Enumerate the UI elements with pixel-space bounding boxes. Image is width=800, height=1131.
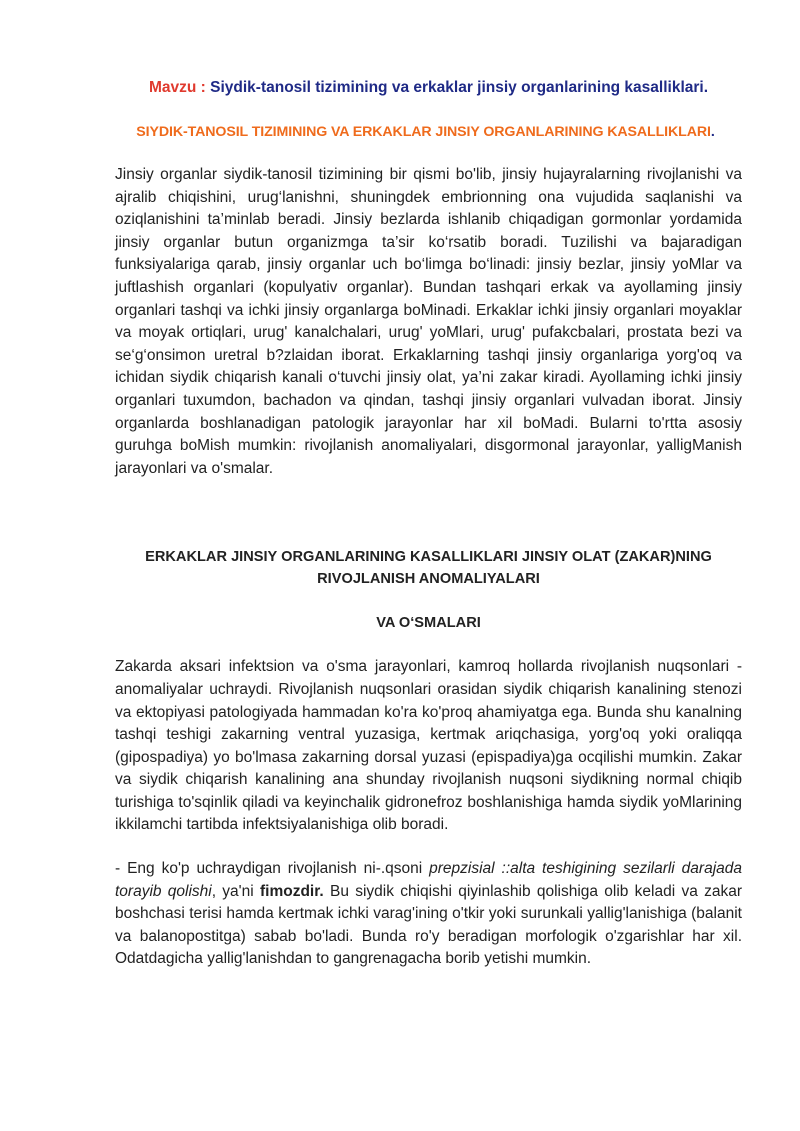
phimosis-text-end: Bu siydik chiqishi qiyinlashib qolishiga olib keladi va zakar boshchasi terisi hamda kertmak ichki varag'ining o'tkir yoki surunkali yallig'lanishiga (balanit va balanopostitga) sabab bo'ladi. Bunda ro'y beradigan morfologik o'zgarishlar har xil. Odatdagicha yallig'lanishdan to gangrenagacha borib yetishi mumkin. <box>115 882 742 968</box>
main-heading <box>109 122 742 142</box>
section-heading: ERKAKLAR JINSIY ORGANLARINING KASALLIKLARI JINSIY OLAT (ZAKAR)NING RIVOJLANISH ANOMALIYALARI <box>145 549 712 588</box>
document-page <box>115 78 742 971</box>
paragraph-phimosis <box>115 858 742 971</box>
section-heading-continued: VA O‘SMALARI <box>376 615 481 632</box>
phimosis-text-mid: , ya'ni <box>211 882 260 900</box>
topic-label: Mavzu : <box>148 79 206 96</box>
phimosis-text-start: - Eng ko'p uchraydigan rivojlanish ni-.qsoni <box>115 860 430 878</box>
topic-title: Siydik-tanosil tizimining va erkaklar jinsiy organlarining kasalliklari. <box>210 79 709 96</box>
main-heading-dot: . <box>710 124 715 140</box>
paragraph-introduction: Jinsiy organlar siydik-tanosil tizimining bir qismi bo'lib, jinsiy hujayralarning rivojlanishi va ajralib chiqishini, urug‘lanishni, shuningdek embrionning ona vujudida saqlanishi va oziqlanishini ta’minlab beradi. Jinsiy bezlarda ishlanib chiqadigan gormonlar yordamida jinsiy organlar butun organizmga ta’sir ko‘rsatib boradi. Tuzilishi va bajaradigan funksiyalariga qarab, jinsiy organlar uch bo‘limga bo‘linadi: jinsiy bezlar, jinsiy yoMlar va juftlashish organlari (kopulyativ organlar). Bundan tashqari erkak va ayollaming jinsiy organlari tashqi va ichki jinsiy organlarga boMinadi. Erkaklar ichki jinsiy organlari moyaklar va moyak ortiqlari, urug' kanalchalari, urug' yoMlari, urug' pufakcbalari, prostata bezi va se‘g‘onsimon uretral b?zlaidan iborat. Erkaklarning tashqi jinsiy organlariga yorg'oq va ichidan siydik chiqarish kanali o‘tuvchi jinsiy olat, ya’ni zakar kiradi. Ayollaming ichki jinsiy organlari tuxumdon, bachadon va qindan, tashqi jinsiy organlari vulvadan iborat. Jinsiy organlarda boshlanadigan patologik jarayonlar har xil boMadi. Bularni to'rtta asosiy guruhga boMish mumkin: rivojlanish anomaliyalari, disgormonal jarayonlar, yalligManish jarayonlari va o'smalar. <box>115 166 742 477</box>
main-heading-text: SIYDIK-TANOSIL TIZIMINING VA ERKAKLAR JINSIY ORGANLARINING KASALLIKLARI <box>136 124 711 140</box>
phimosis-italic-text: prepzisial ::alta teshigining sezilarli darajada torayib qolishi <box>115 860 742 900</box>
phimosis-term: fimozdir. <box>259 882 324 900</box>
paragraph-anomalies: Zakarda aksari infektsion va o'sma jarayonlari, kamroq hollarda rivojlanish nuqsonlari - anomaliyalar uchraydi. Rivojlanish nuqsonlari orasidan siydik chiqarish kanalining stenozi va ektopiyasi patologiyada hammadan ko'ra ko'proq ahamiyatga ega. Bunda shu kanalning tashqi teshigi zakarning ventral yuzasiga, kertmak ariqchasiga, yorg'oq yoki oraliqqa (gipospadiya) yo bo'lmasa zakarning dorsal yuzasi (epispadiya)ga ocqilishi mumkin. Zakar va siydik chiqarish kanalining ana shunday rivojlanish nuqsoni siydikning normal chiqib turishiga to'sqinlik qiladi va keyinchalik gidronefroz boshlanishiga hamda siydik yoMlarining ikkilamchi tartibda infektsiyalanishiga olib boradi. <box>115 658 742 834</box>
topic-line <box>115 78 742 98</box>
